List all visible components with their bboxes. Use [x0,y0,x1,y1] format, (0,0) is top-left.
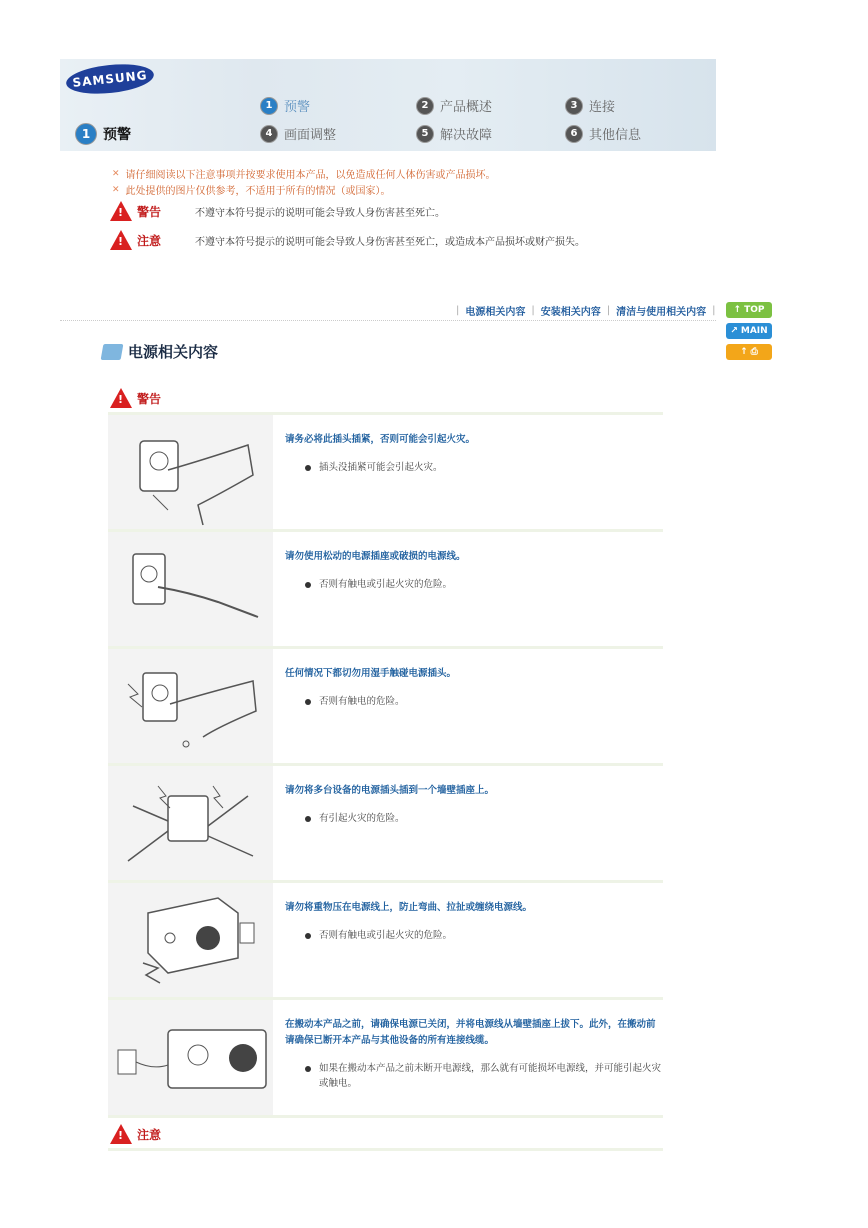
bullet-icon [305,465,311,471]
note-line [112,166,496,181]
arrow-up-icon: ↑ [733,305,742,315]
current-section-label: 预警 [103,127,131,143]
item-bullet: 否则有触电或引起火灾的危险。 [305,577,663,592]
caution-header [110,1124,185,1144]
bullet-icon [305,933,311,939]
symbol-label: 注意 [137,233,162,248]
nav-item-overview[interactable] [416,96,492,115]
nav-label: 预警 [284,100,311,115]
nav-item-connect[interactable] [565,96,615,115]
divider [60,320,716,321]
subnav-link-cleaning[interactable]: 清洁与使用相关内容 [616,307,707,318]
top-button[interactable] [726,302,772,318]
symbol-desc: 不遵守本符号提示的说明可能会导致人身伤害甚至死亡，或造成本产品损坏或财产损失。 [195,236,585,248]
number-1-icon: 1 [260,97,278,115]
folder-icon [101,344,124,360]
divider [108,1148,663,1151]
item-bullet: 有引起火灾的危险。 [305,811,663,826]
safety-item [108,763,663,880]
note-text: 此处提供的图片仅供参考，不适用于所有的情况（或国家）。 [125,186,391,197]
number-4-icon: 4 [260,125,278,143]
symbol-label: 警告 [137,204,162,219]
item-heading: 请务必将此插头插紧，否则可能会引起火灾。 [285,434,476,445]
x-mark-icon: ✕ [112,184,120,195]
nav-item-troubleshoot[interactable] [416,124,492,143]
bullet-icon [305,1066,311,1072]
nav-label: 连接 [589,100,616,115]
symbol-legend-warning [110,201,445,221]
warning-triangle-icon [110,201,132,221]
print-button[interactable] [726,344,772,360]
safety-item [108,997,663,1118]
nav-label: 其他信息 [589,128,642,143]
samsung-logo[interactable]: SAMSUNG [65,60,155,97]
symbol-legend-caution [110,230,585,250]
nav-item-warning[interactable] [260,96,310,115]
illustration-wet-hand [108,649,273,763]
number-6-icon: 6 [565,125,583,143]
printer-icon: ⎙ [750,347,758,357]
nav-label: 画面调整 [284,128,337,143]
number-5-icon: 5 [416,125,434,143]
illustration-damaged-cord [108,532,273,646]
item-bullet: 插头没插紧可能会引起火灾。 [305,460,663,475]
item-bullet: 否则有触电或引起火灾的危险。 [305,928,663,943]
arrow-icon: ↗ [730,326,738,336]
warning-triangle-icon [110,230,132,250]
note-line [112,182,391,197]
safety-item [108,646,663,763]
main-button[interactable] [726,323,772,339]
illustration-overloaded-outlet [108,766,273,880]
subnav-link-power[interactable]: 电源相关内容 [465,307,526,318]
caution-label: 注意 [137,1127,162,1142]
warning-label: 警告 [137,391,162,406]
item-heading: 请勿将多台设备的电源插头插到一个墙壁插座上。 [285,785,495,796]
nav-item-screen-adjust[interactable] [260,124,336,143]
main-label: MAIN [740,326,768,336]
x-mark-icon: ✕ [112,168,120,179]
nav-item-other-info[interactable] [565,124,641,143]
current-section [75,123,131,145]
number-3-icon: 3 [565,97,583,115]
sub-navigation: | 电源相关内容 | 安装相关内容 | 清洁与使用相关内容 | [456,305,716,318]
arrow-up-icon: ↑ [740,347,748,357]
nav-label: 产品概述 [440,100,493,115]
symbol-desc: 不遵守本符号提示的说明可能会导致人身伤害甚至死亡。 [195,207,445,219]
nav-label: 解决故障 [440,128,493,143]
item-bullet: 如果在搬动本产品之前未断开电源线，那么就有可能损坏电源线，并可能引起火灾或触电。 [305,1061,663,1091]
number-2-icon: 2 [416,97,434,115]
note-text: 请仔细阅读以下注意事项并按要求使用本产品，以免造成任何人体伤害或产品损坏。 [125,170,496,181]
bullet-icon [305,582,311,588]
warning-header [110,388,185,408]
section-title-text: 电源相关内容 [128,343,219,361]
section-title [102,341,218,362]
warning-triangle-icon [110,1124,132,1144]
item-heading: 任何情况下都切勿用湿手触碰电源插头。 [285,668,457,679]
bullet-icon [305,699,311,705]
number-1-icon: 1 [75,123,97,145]
illustration-moving-product [108,1000,273,1118]
divider [108,1115,663,1118]
illustration-plug-insert [108,415,273,529]
safety-item [108,529,663,646]
illustration-heavy-object-on-cord [108,883,273,997]
item-heading: 在搬动本产品之前，请确保电源已关闭，并将电源线从墙壁插座上拔下。此外，在搬动前请确保已断开本产品与其他设备的所有连接线缆。 [285,1019,656,1046]
subnav-link-install[interactable]: 安装相关内容 [540,307,601,318]
top-label: TOP [744,305,765,315]
safety-item [108,412,663,529]
bullet-icon [305,816,311,822]
item-bullet: 否则有触电的危险。 [305,694,663,709]
safety-item [108,880,663,997]
warning-triangle-icon [110,388,132,408]
item-heading: 请勿将重物压在电源线上，防止弯曲、拉扯或缠绕电源线。 [285,902,533,913]
item-heading: 请勿使用松动的电源插座或破损的电源线。 [285,551,466,562]
